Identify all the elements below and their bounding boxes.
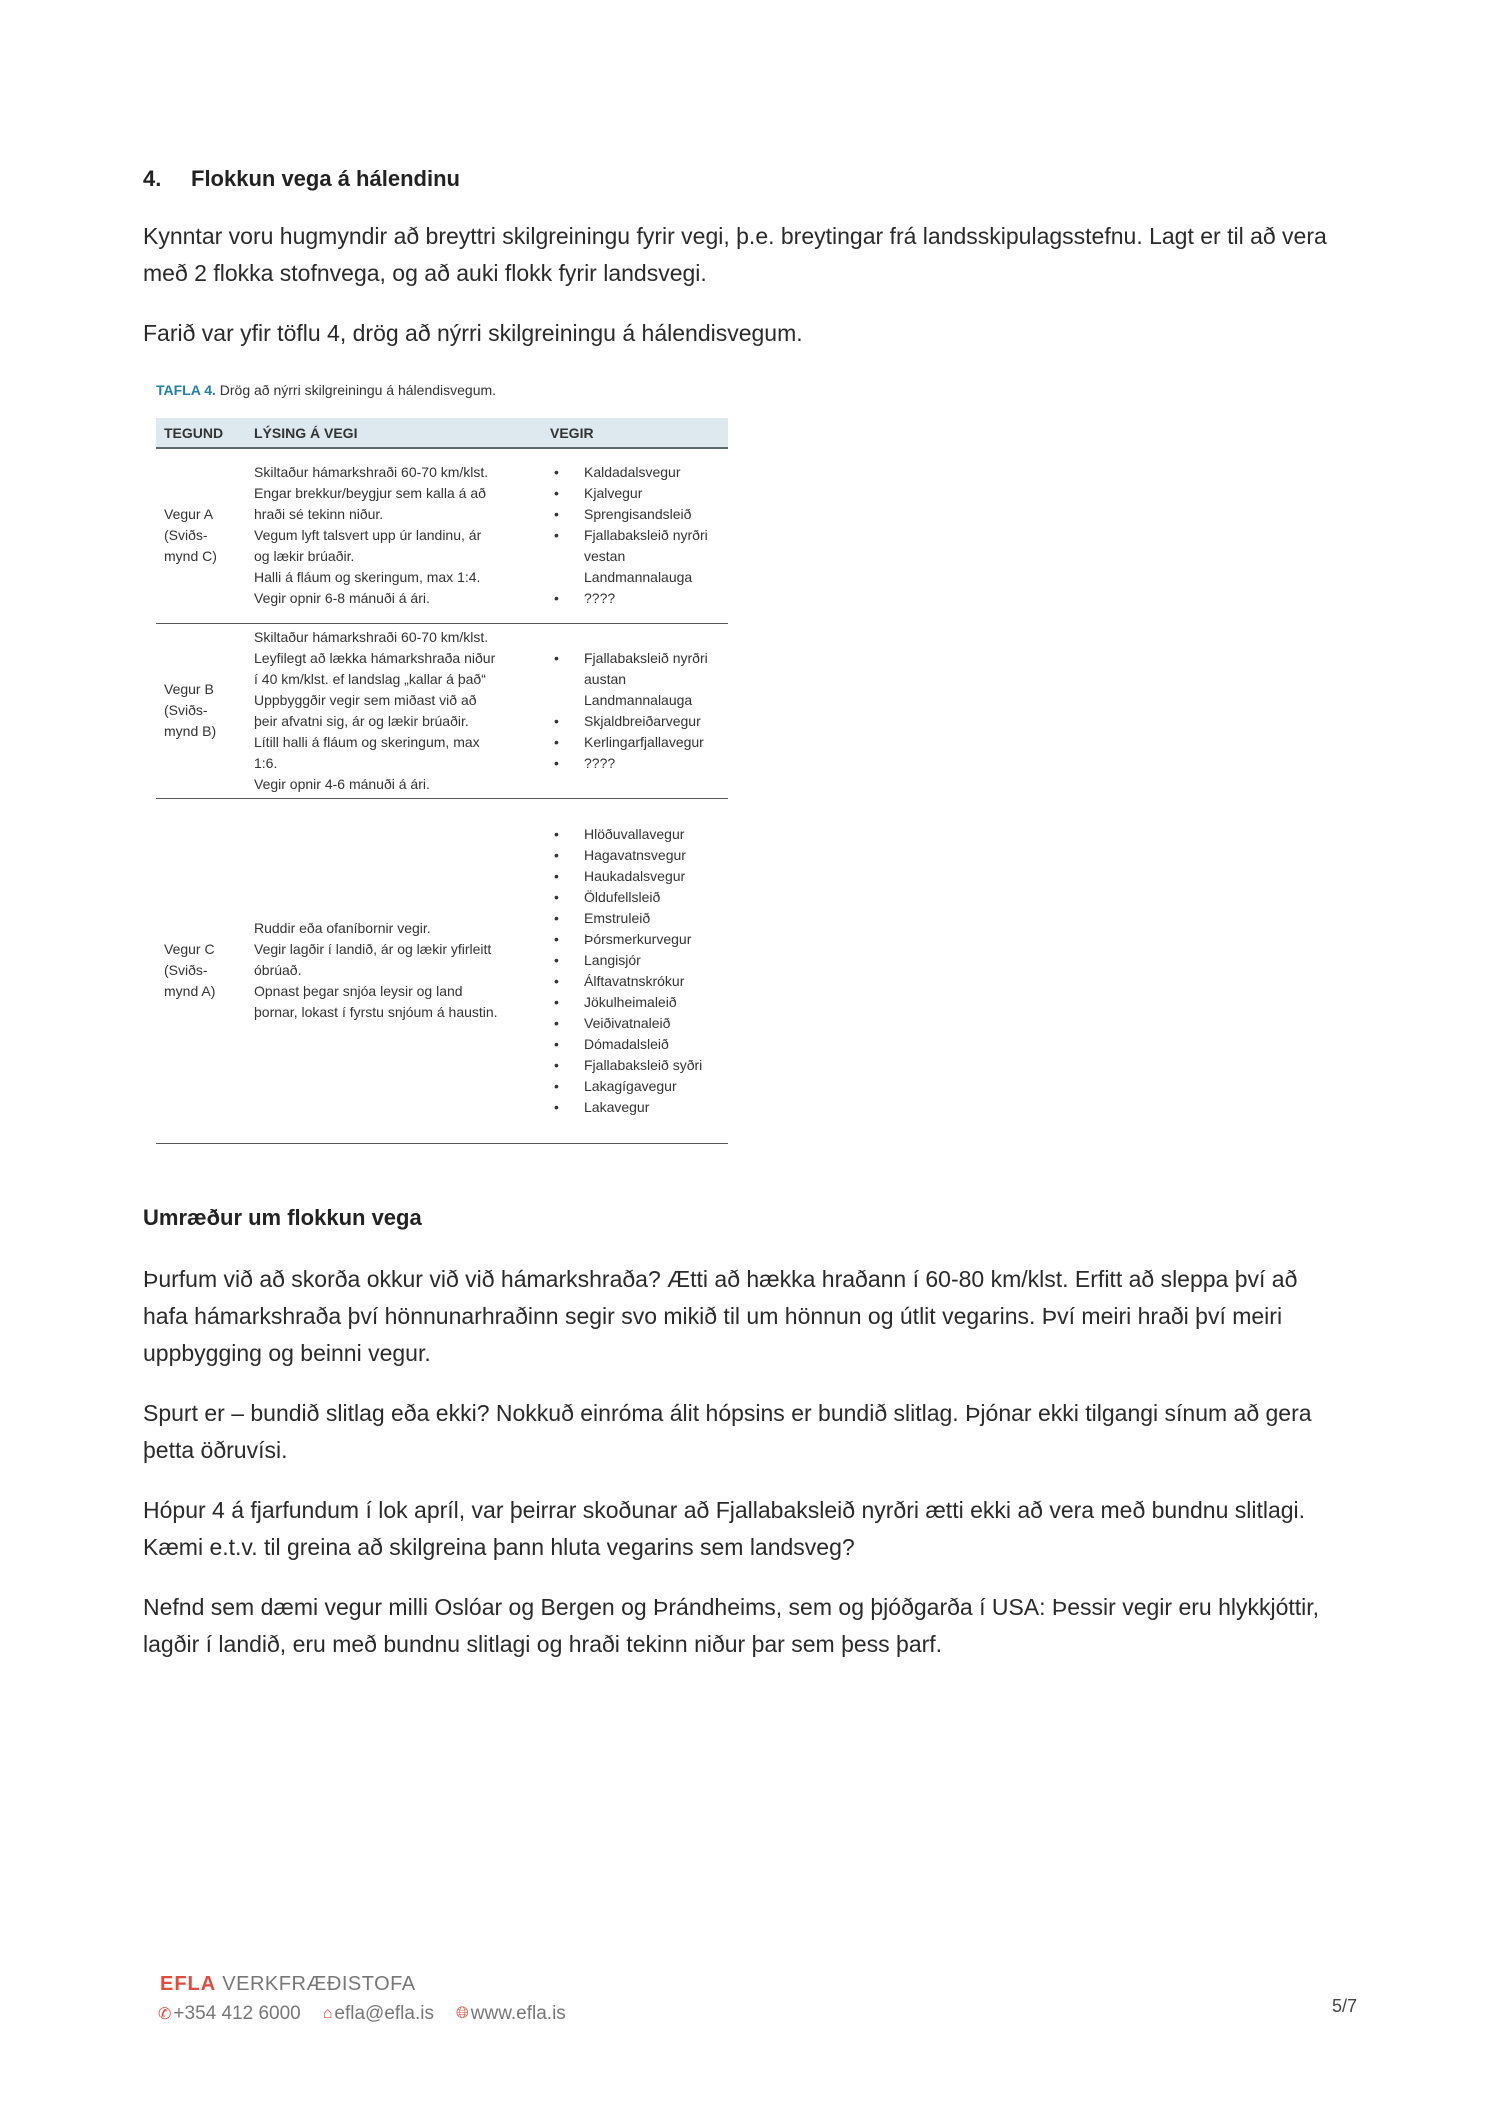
- table-header-row: [156, 418, 728, 448]
- type-line: Vegur B: [164, 681, 214, 697]
- discussion-heading: Umræður um flokkun vega: [143, 1205, 422, 1230]
- list-item: • Veiðivatnaleið: [550, 1013, 720, 1034]
- list-item: • Lakavegur: [550, 1097, 720, 1118]
- intro-paragraph-1: Kynntar voru hugmyndir að breyttri skilgreiningu fyrir vegi, þ.e. breytingar frá landsskipulagsstefnu. Lagt er til að vera með 2 flokka stofnvega, og að auki flokk fyrir landsvegi.: [143, 223, 1327, 286]
- footer-brand: [160, 1973, 416, 1996]
- home-icon: ⌂: [322, 2005, 333, 2022]
- description-line: í 40 km/klst. ef landslag „kallar á það“: [254, 670, 486, 687]
- road-list: [550, 462, 720, 609]
- type-line: (Sviðs-: [164, 702, 208, 718]
- discussion-paragraph-3: Hópur 4 á fjarfundum í lok apríl, var þeirrar skoðunar að Fjallabaksleið nyrðri ætti ekki að vera með bundnu slitlagi. Kæmi e.t.v. til greina að skilgreina þann hluta vegarins sem landsveg?: [143, 1497, 1306, 1560]
- discussion-paragraph-2: Spurt er – bundið slitlag eða ekki? Nokkuð einróma álit hópsins er bundið slitlag. Þjónar ekki tilgangi sínum að gera þetta öðruvísi.: [143, 1400, 1312, 1463]
- phone-text: +354 412 6000: [173, 2003, 301, 2024]
- table-caption-label: TAFLA 4.: [156, 382, 216, 398]
- description-line: Vegum lyft talsvert upp úr landinu, ár: [254, 527, 482, 544]
- section-number: 4.: [143, 166, 162, 191]
- description-line: Halli á fláum og skeringum, max 1:4.: [254, 569, 481, 586]
- list-item: • Emstruleið: [550, 908, 720, 929]
- road-list: [550, 648, 720, 774]
- section-heading: [143, 166, 460, 192]
- list-item: • Haukadalsvegur: [550, 866, 720, 887]
- description-line: þornar, lokast í fyrstu snjóum á haustin.: [254, 1004, 498, 1020]
- list-item: • Hagavatnsvegur: [550, 845, 720, 866]
- efla-logo: EFLA: [160, 1973, 217, 1995]
- description-line: Leyfilegt að lækka hámarkshraða niður: [254, 649, 496, 666]
- discussion-paragraph-1: Þurfum við að skorða okkur við við hámarkshraða? Ætti að hækka hraðann í 60-80 km/klst. Erfitt að sleppa því að hafa hámarkshraða því hönnunarhraðinn segir svo mikið til um hönnun og útlit vegarins. Því meiri hraði því meiri uppbygging og beinni vegur.: [143, 1266, 1298, 1366]
- type-cell: [156, 448, 246, 623]
- company-name: VERKFRÆÐISTOFA: [222, 1973, 416, 1995]
- email-text: efla@efla.is: [334, 2003, 434, 2024]
- description-line: hraði sé tekinn niður.: [254, 506, 384, 523]
- table-row: [156, 798, 728, 1143]
- globe-icon: 🌐︎: [455, 2005, 469, 2022]
- table-row: [156, 448, 728, 623]
- type-line: mynd B): [164, 723, 217, 739]
- type-line: (Sviðs-: [164, 527, 208, 544]
- description-line: Skiltaður hámarkshraði 60-70 km/klst.: [254, 628, 489, 645]
- list-item: • Dómadalsleið: [550, 1034, 720, 1055]
- roads-cell: [542, 623, 728, 798]
- road-classification-table: [156, 418, 728, 1144]
- list-item: • Lakagígavegur: [550, 1076, 720, 1097]
- description-line: 1:6.: [254, 754, 278, 771]
- list-item: • Öldufellsleið: [550, 887, 720, 908]
- list-item: • Fjallabaksleið nyrðri vestan Landmannalauga: [550, 525, 720, 588]
- type-line: mynd C): [164, 548, 217, 565]
- list-item: • Álftavatnskrókur: [550, 971, 720, 992]
- list-item: • Fjallabaksleið syðri: [550, 1055, 720, 1076]
- header-roads: VEGIR: [542, 418, 728, 448]
- description-cell: [246, 798, 542, 1143]
- web-text: www.efla.is: [470, 2003, 566, 2024]
- roads-cell: [542, 448, 728, 623]
- description-cell: [246, 623, 542, 798]
- description-line: óbrúað.: [254, 962, 302, 978]
- type-line: (Sviðs-: [164, 962, 208, 978]
- footer-web[interactable]: [456, 2003, 566, 2025]
- list-item: • Fjallabaksleið nyrðri austan Landmannalauga: [550, 648, 720, 711]
- description-line: Opnast þegar snjóa leysir og land: [254, 983, 463, 999]
- phone-icon: ✆: [158, 2006, 172, 2023]
- list-item: • ????: [550, 753, 720, 774]
- description-line: Vegir opnir 6-8 mánuði á ári.: [254, 590, 430, 607]
- description-line: Ruddir eða ofaníbornir vegir.: [254, 920, 431, 936]
- description-line: þeir afvatni sig, ár og lækir brúaðir.: [254, 712, 469, 729]
- type-cell: [156, 623, 246, 798]
- footer-contact: [158, 2003, 566, 2025]
- list-item: • Þórsmerkurvegur: [550, 929, 720, 950]
- type-cell: [156, 798, 246, 1143]
- intro-paragraph-2: Farið var yfir töflu 4, drög að nýrri skilgreiningu á hálendisvegum.: [143, 320, 803, 346]
- road-list: [550, 824, 720, 1118]
- type-line: mynd A): [164, 983, 216, 999]
- discussion-paragraph-4: Nefnd sem dæmi vegur milli Oslóar og Bergen og Þrándheims, sem og þjóðgarða í USA: Þessir vegir eru hlykkjóttir, lagðir í landið, eru með bundnu slitlagi og hraði tekinn niður þar sem þess þarf.: [143, 1594, 1320, 1657]
- description-line: Engar brekkur/beygjur sem kalla á að: [254, 485, 486, 502]
- list-item: • Skjaldbreiðarvegur: [550, 711, 720, 732]
- table-row: [156, 623, 728, 798]
- list-item: • Kaldadalsvegur: [550, 462, 720, 483]
- description-line: Lítill halli á fláum og skeringum, max: [254, 733, 480, 750]
- list-item: • Hlöðuvallavegur: [550, 824, 720, 845]
- description-line: Uppbyggðir vegir sem miðast við að: [254, 691, 477, 708]
- type-line: Vegur A: [164, 506, 214, 523]
- list-item: • Sprengisandsleið: [550, 504, 720, 525]
- footer-email[interactable]: [323, 2003, 434, 2025]
- list-item: • Kerlingarfjallavegur: [550, 732, 720, 753]
- description-cell: [246, 448, 542, 623]
- description-line: Skiltaður hámarkshraði 60-70 km/klst.: [254, 464, 489, 481]
- description-line: Vegir opnir 4-6 mánuði á ári.: [254, 775, 430, 792]
- roads-cell: [542, 798, 728, 1143]
- header-type: TEGUND: [156, 418, 246, 448]
- description-line: og lækir brúaðir.: [254, 548, 355, 565]
- footer-phone: [158, 2003, 301, 2025]
- list-item: • Kjalvegur: [550, 483, 720, 504]
- table-caption-text: Drög að nýrri skilgreiningu á hálendisvegum.: [215, 382, 497, 398]
- list-item: • Jökulheimaleið: [550, 992, 720, 1013]
- list-item: • Langisjór: [550, 950, 720, 971]
- header-description: LÝSING Á VEGI: [246, 418, 542, 448]
- type-line: Vegur C: [164, 941, 215, 957]
- section-title: Flokkun vega á hálendinu: [191, 166, 460, 191]
- table-caption: [156, 382, 496, 398]
- list-item: • ????: [550, 588, 720, 609]
- description-line: Vegir lagðir í landið, ár og lækir yfirleitt: [254, 941, 492, 957]
- page-number: 5/7: [1332, 1996, 1358, 2016]
